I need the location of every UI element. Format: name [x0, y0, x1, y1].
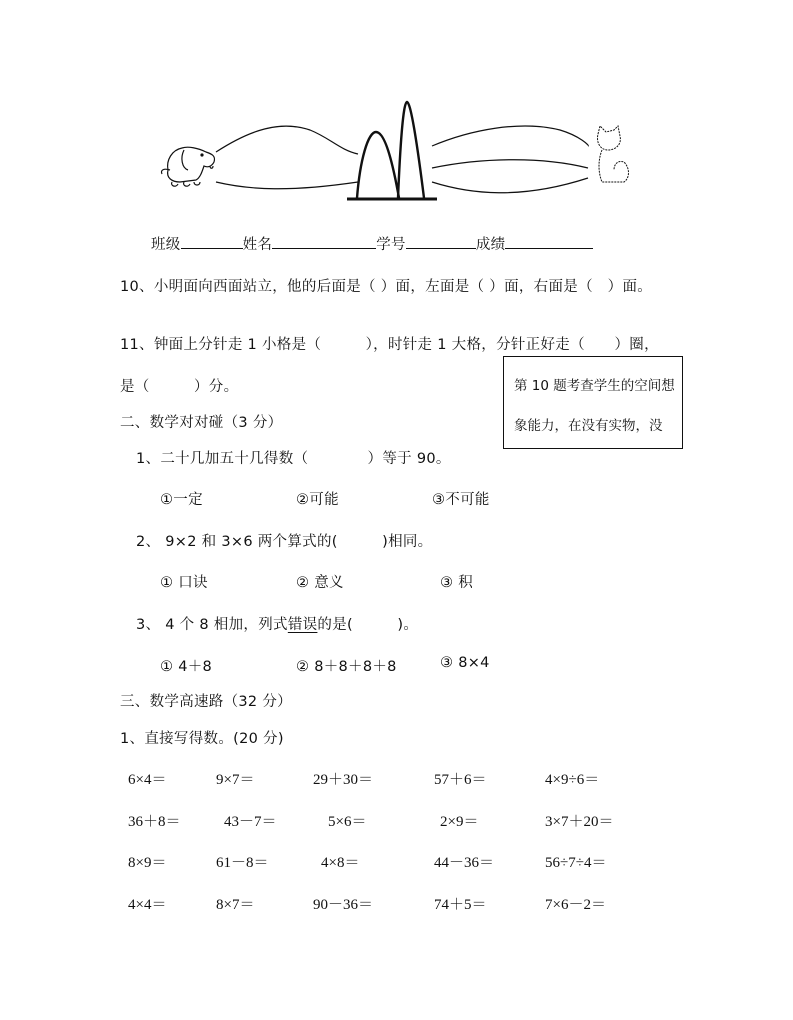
s2-question-2: 2、 9×2 和 3×6 两个算式的( )相同。 [136, 534, 433, 550]
calc-r1-c3: 29＋30＝ [313, 772, 374, 788]
calc-r3-c2: 61－8＝ [216, 855, 269, 871]
calc-r2-c2: 43－7＝ [224, 814, 277, 830]
s2-q2-option-2[interactable]: ② 意义 [296, 575, 344, 591]
name-field[interactable] [272, 234, 376, 249]
calc-r4-c4: 74＋5＝ [434, 897, 487, 913]
s2-question-1: 1、二十几加五十几得数（ ）等于 90。 [136, 451, 451, 467]
calc-r4-c5: 7×6－2＝ [545, 897, 606, 913]
question-11-line-2: 是（ ）分。 [120, 379, 239, 395]
student-info-row [151, 233, 593, 254]
dog-icon [161, 147, 214, 186]
s3-sub1-title: 1、直接写得数。(20 分) [120, 731, 284, 747]
s2-q2-option-1[interactable]: ① 口诀 [160, 575, 208, 591]
score-label: 成绩 [475, 237, 506, 253]
s2-q3-underlined-word: 错误 [287, 617, 318, 633]
student-number-label: 学号 [376, 237, 406, 253]
class-label: 班级 [151, 237, 181, 253]
s2-q1-option-2[interactable]: ②可能 [296, 492, 339, 508]
cat-icon [597, 126, 628, 182]
header-illustration [140, 90, 660, 210]
calc-r1-c5: 4×9÷6＝ [545, 772, 600, 788]
s2-q3-prefix: 3、 4 个 8 相加，列式 [136, 617, 288, 633]
s2-q3-suffix: 的是( )。 [317, 617, 419, 633]
teacher-note-box [503, 356, 683, 449]
calc-r1-c4: 57＋6＝ [434, 772, 487, 788]
question-10: 10、小明面向西面站立，他的后面是（ ）面，左面是（ ）面，右面是（ ）面。 [120, 279, 653, 295]
calc-r1-c2: 9×7＝ [216, 772, 255, 788]
s2-q3-option-1[interactable]: ① 4＋8 [160, 659, 213, 675]
calc-r2-c1: 36＋8＝ [128, 814, 181, 830]
s2-q3-option-2[interactable]: ② 8＋8＋8＋8 [296, 659, 397, 675]
student-number-field[interactable] [406, 234, 476, 249]
calc-r3-c3: 4×8＝ [321, 855, 360, 871]
section-3-title: 三、数学高速路（32 分） [120, 694, 292, 710]
note-line-1: 第 10 题考查学生的空间想 [514, 378, 675, 394]
calc-r4-c2: 8×7＝ [216, 897, 255, 913]
s2-q2-option-3[interactable]: ③ 积 [440, 575, 474, 591]
calc-r1-c1: 6×4＝ [128, 772, 167, 788]
s2-q3-option-3[interactable]: ③ 8×4 [440, 655, 490, 671]
calc-r4-c1: 4×4＝ [128, 897, 167, 913]
name-label: 姓名 [242, 237, 273, 253]
mountains-icon [347, 102, 437, 199]
question-11-line-1: 11、钟面上分针走 1 小格是（ ），时针走 1 大格，分针正好走（ ）圈， [120, 337, 659, 353]
s2-q1-option-1[interactable]: ①一定 [160, 492, 203, 508]
note-line-2: 象能力，在没有实物，没 [514, 418, 663, 434]
calc-r4-c3: 90－36＝ [313, 897, 374, 913]
calc-r2-c3: 5×6＝ [328, 814, 367, 830]
calc-r3-c4: 44－36＝ [434, 855, 495, 871]
s2-q1-option-3[interactable]: ③不可能 [432, 492, 490, 508]
calc-r3-c1: 8×9＝ [128, 855, 167, 871]
class-field[interactable] [181, 234, 243, 249]
calc-r2-c5: 3×7＋20＝ [545, 814, 614, 830]
calc-r2-c4: 2×9＝ [440, 814, 479, 830]
s2-question-3 [136, 613, 418, 634]
section-2-title: 二、数学对对碰（3 分） [120, 415, 283, 431]
calc-r3-c5: 56÷7÷4＝ [545, 855, 607, 871]
score-field[interactable] [505, 234, 593, 249]
